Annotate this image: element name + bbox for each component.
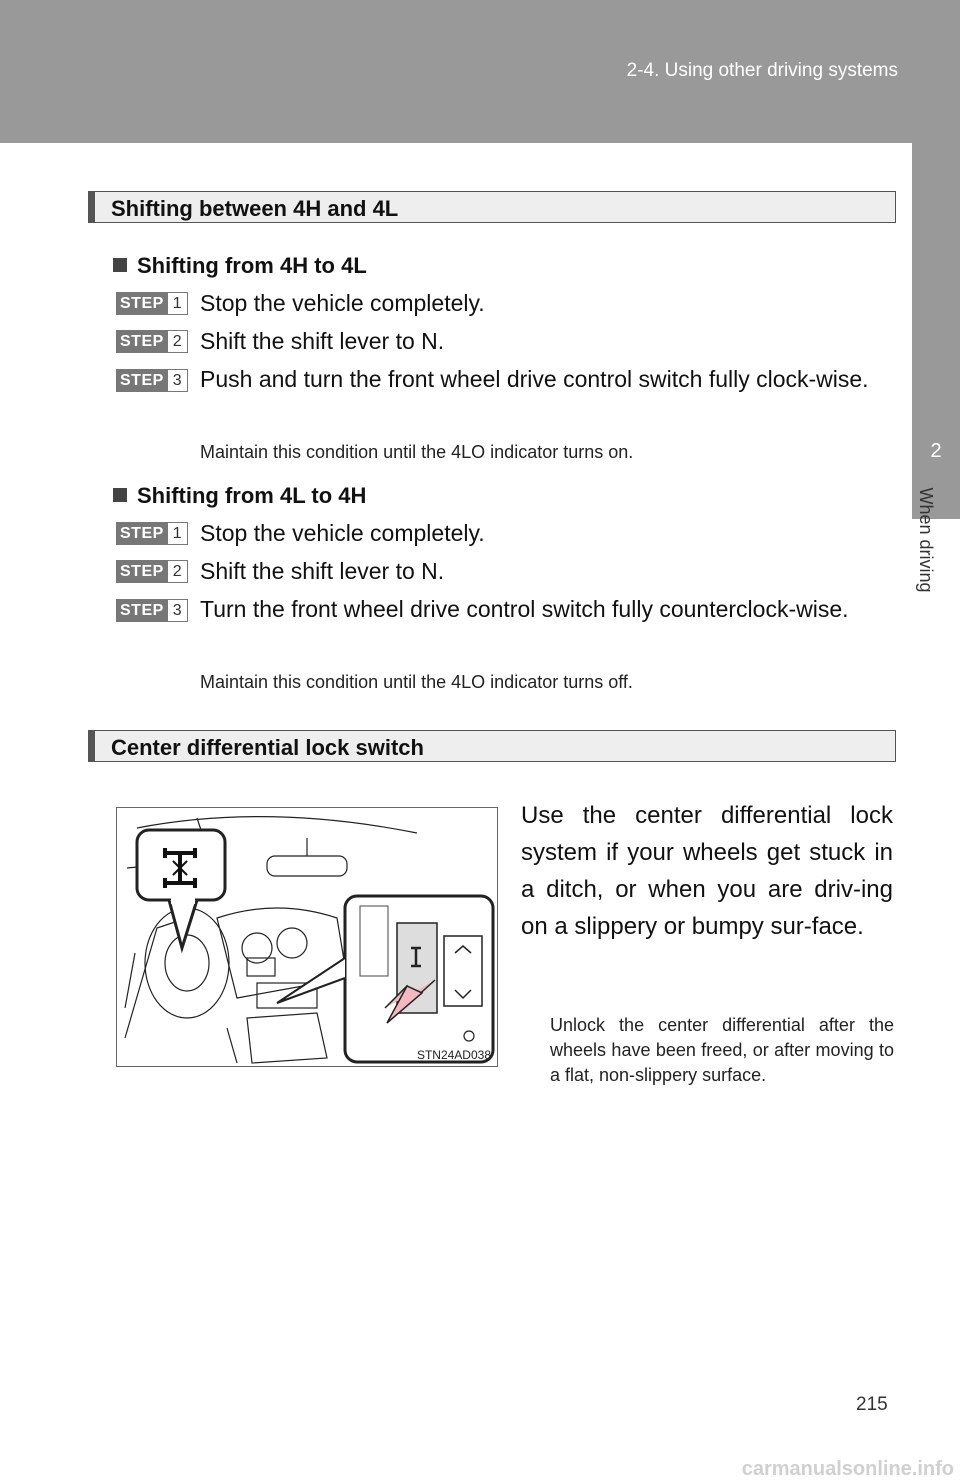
step-word: STEP bbox=[116, 330, 168, 353]
dashboard-drawing bbox=[117, 808, 497, 1066]
step-text: Shift the shift lever to N. bbox=[200, 328, 445, 354]
step-number: 2 bbox=[168, 560, 188, 583]
side-tab-label: When driving bbox=[916, 487, 936, 593]
dashboard-illustration bbox=[116, 807, 498, 1067]
subheading-4h-to-4l bbox=[113, 253, 367, 279]
step-text: Stop the vehicle completely. bbox=[200, 290, 485, 316]
step-word: STEP bbox=[116, 369, 168, 392]
page-number: 215 bbox=[856, 1394, 888, 1415]
step-number: 2 bbox=[168, 330, 188, 353]
step-badge bbox=[116, 599, 192, 622]
section-heading-center-diff bbox=[88, 730, 896, 762]
step-badge bbox=[116, 560, 192, 583]
figure-code: STN24AD038 bbox=[416, 1048, 491, 1062]
square-bullet-icon bbox=[113, 258, 127, 272]
step-text: Push and turn the front wheel drive control switch fully clock-wise. bbox=[200, 366, 869, 392]
subheading-text: Shifting from 4L to 4H bbox=[137, 483, 367, 508]
section-heading-text: Shifting between 4H and 4L bbox=[111, 196, 399, 221]
step-text: Shift the shift lever to N. bbox=[200, 558, 445, 584]
watermark: carmanualsonline.info bbox=[741, 1458, 954, 1480]
square-bullet-icon bbox=[113, 488, 127, 502]
step-badge bbox=[116, 522, 192, 545]
step-badge bbox=[116, 292, 192, 315]
step-badge bbox=[116, 330, 192, 353]
note: Maintain this condition until the 4LO indicator turns off. bbox=[200, 672, 633, 692]
step-word: STEP bbox=[116, 522, 168, 545]
subheading-4l-to-4h bbox=[113, 483, 366, 509]
step-number: 1 bbox=[168, 522, 188, 545]
center-diff-note: Unlock the center differential after the wheels have been freed, or after moving to a flat, non-slippery surface. bbox=[550, 1015, 894, 1085]
subheading-text: Shifting from 4H to 4L bbox=[137, 253, 367, 278]
step-word: STEP bbox=[116, 292, 168, 315]
step-word: STEP bbox=[116, 560, 168, 583]
step-badge bbox=[116, 369, 192, 392]
section-heading-text: Center differential lock switch bbox=[111, 735, 424, 760]
step-number: 1 bbox=[168, 292, 188, 315]
center-diff-body: Use the center differential lock system if your wheels get stuck in a ditch, or when you are driv-ing on a slippery or bumpy sur-face. bbox=[521, 802, 893, 940]
step-number: 3 bbox=[168, 599, 188, 622]
step-word: STEP bbox=[116, 599, 168, 622]
step-text: Stop the vehicle completely. bbox=[200, 520, 485, 546]
step-text: Turn the front wheel drive control switch fully counterclock-wise. bbox=[200, 596, 849, 622]
section-heading-shifting bbox=[88, 191, 896, 223]
side-tab-number: 2 bbox=[930, 440, 942, 462]
section-path: 2-4. Using other driving systems bbox=[626, 60, 898, 81]
step-number: 3 bbox=[168, 369, 188, 392]
note: Maintain this condition until the 4LO indicator turns on. bbox=[200, 442, 634, 462]
